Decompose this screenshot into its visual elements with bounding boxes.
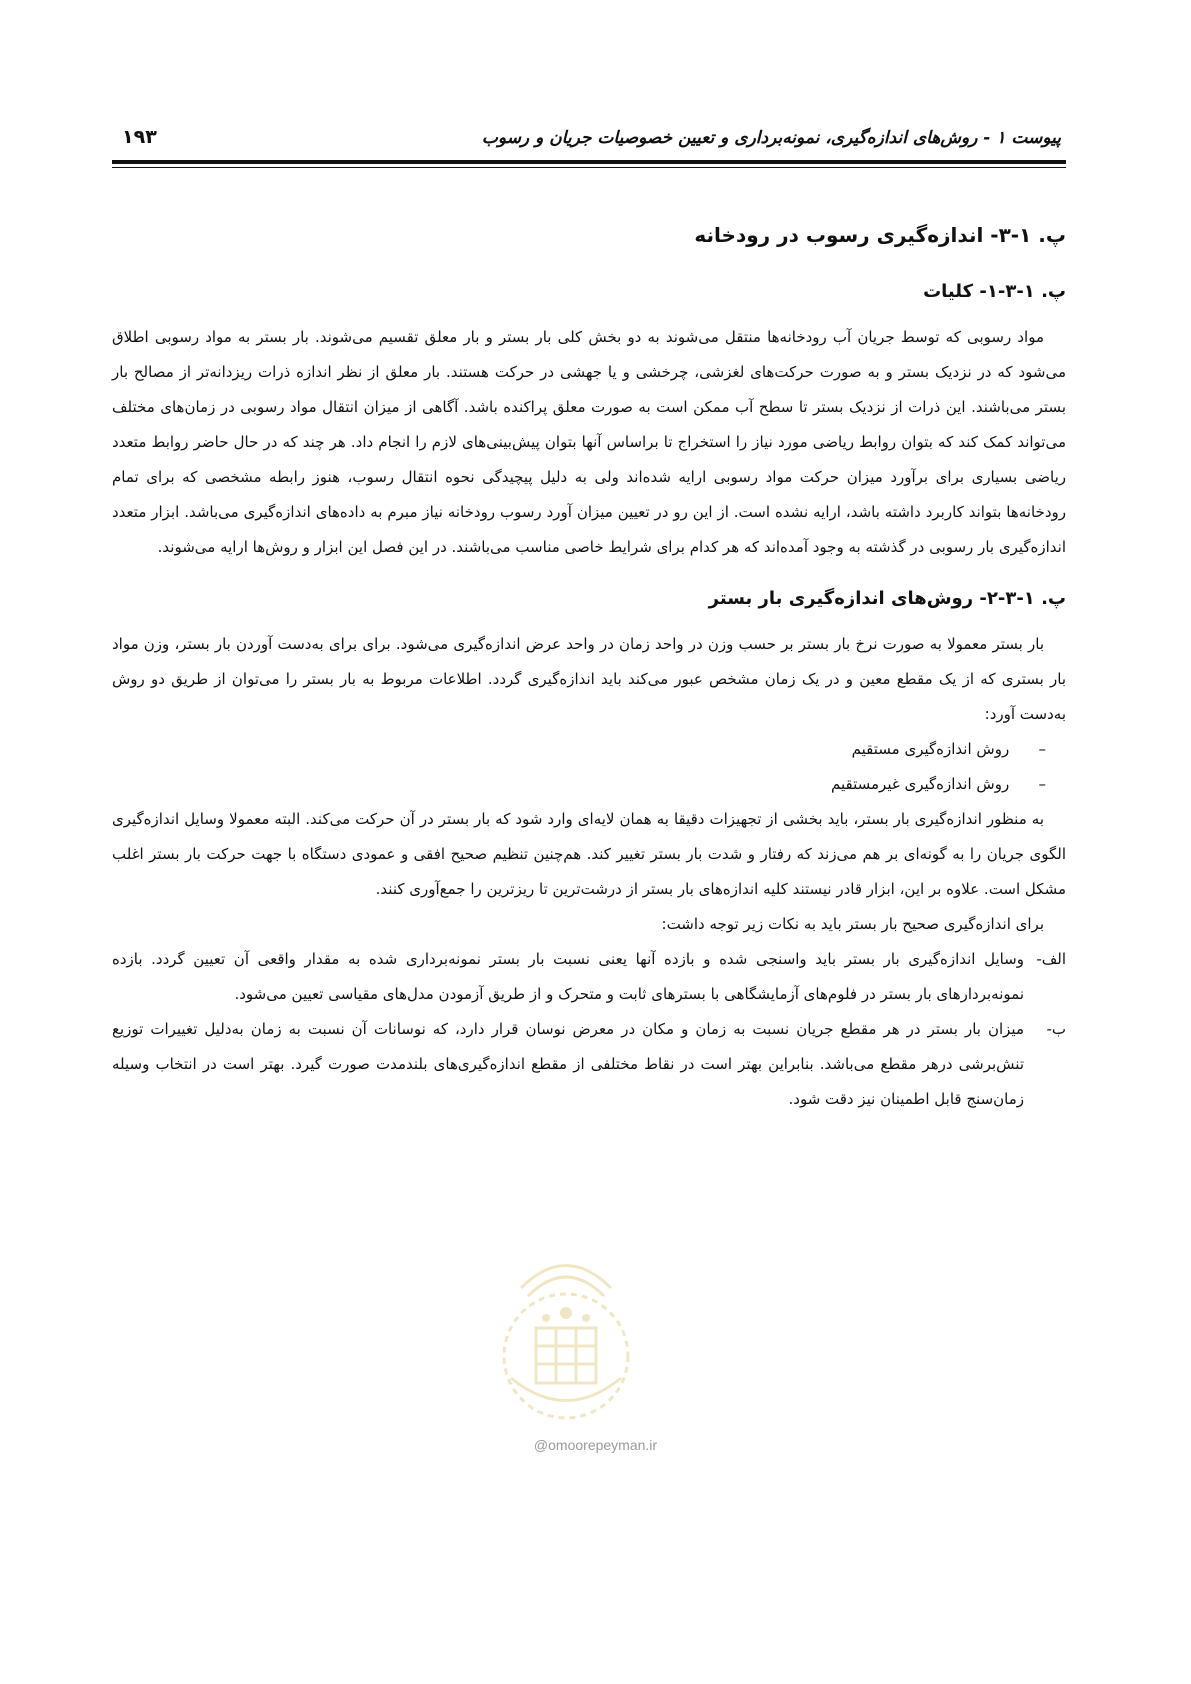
header-rule-thin — [112, 167, 1066, 168]
methods-list — [112, 732, 1066, 802]
page-number: ۱۹۳ — [122, 126, 157, 148]
notes-intro: برای اندازه‌گیری صحیح بار بستر باید به نکات زیر توجه داشت: — [661, 915, 1044, 933]
list-item-text: روش اندازه‌گیری غیرمستقیم — [831, 775, 1010, 793]
subsection-heading-general: پ. ۱-۳-۱- کلیات — [923, 281, 1066, 302]
bedload-measurement-paragraph: به منظور اندازه‌گیری بار بستر، باید بخشی از تجهیزات دقیقا به همان لایه‌ای وارد شود که بار بستر در آن حرکت می‌کند. البته معمولا وسایل اندازه‌گیری الگوی جریان را به گونه‌ای بر هم می‌زند که رفتار و شدت بار بستر تغییر کند. هم‌چنین تنظیم صحیح افقی و عمودی دستگاه با جهت حرکت بار بستر اغلب مشکل است. علاوه بر این، ابزار قادر نیستند کلیه اندازه‌های بار بستر از درشت‌ترین تا ریزترین را جمع‌آوری کنند. — [112, 810, 1066, 898]
bedload-intro-paragraph: بار بستر معمولا به صورت نرخ بار بستر بر حسب وزن در واحد زمان در واحد عرض اندازه‌گیری می‌شود. برای برای به‌دست آوردن بار بستر، وزن مواد بار بستری که از یک مقطع معین و در یک زمان مشخص عبور می‌کند باید اندازه‌گیری گردد. اطلاعات مربوط به بار بستر را می‌توان از طریق دو روش به‌دست آورد: — [112, 635, 1066, 723]
list-item — [112, 732, 1046, 767]
list-item — [112, 942, 1066, 1012]
list-label: الف- — [1036, 950, 1066, 968]
section-heading: پ. ۱-۳- اندازه‌گیری رسوب در رودخانه — [694, 223, 1066, 247]
notes-list — [112, 942, 1066, 1117]
list-label: ب- — [1046, 1020, 1066, 1038]
list-item-text: وسایل اندازه‌گیری بار بستر باید واسنجی شده و بازده آنها یعنی نسبت بار بستر نمونه‌برداری شده به مقدار واقعی آن تعیین گردد. بازده نمونه‌بردارهای بار بستر در فلوم‌های آزمایشگاهی با بسترهای ثابت و متحرک و از طریق آزمودن مدل‌های مقیاسی تعیین می‌شود. — [112, 950, 1024, 1003]
omoorepeyman-seal-icon — [466, 1228, 666, 1428]
list-item — [112, 767, 1046, 802]
list-marker: – — [1038, 740, 1046, 758]
list-item-text: میزان بار بستر در هر مقطع جریان نسبت به زمان و مکان در معرض نوسان قرار دارد، که نوسانات آن نسبت به زمان به‌دلیل تغییرات توزیع تنش‌برشی درهر مقطع می‌باشد. بنابراین بهتر است در نقاط مختلفی از مقطع اندازه‌گیری‌های بلندمدت صورت گیرد. بهتر است در انتخاب وسیله زمان‌سنج قابل اطمینان نیز دقت شود. — [112, 1020, 1024, 1108]
subsection-heading-bedload-methods: پ. ۱-۳-۲- روش‌های اندازه‌گیری بار بستر — [708, 588, 1066, 609]
list-item-text: روش اندازه‌گیری مستقیم — [851, 740, 1010, 758]
running-header-title: پیوست ۱ - روش‌های اندازه‌گیری، نمونه‌برداری و تعیین خصوصیات جریان و رسوب — [481, 128, 1061, 148]
list-marker: – — [1038, 775, 1046, 793]
page-body — [112, 190, 1066, 1117]
watermark-site: @omoorepeyman.ir — [533, 1437, 658, 1453]
general-paragraph: مواد رسوبی که توسط جریان آب رودخانه‌ها منتقل می‌شوند به دو بخش کلی بار بستر و بار معلق تقسیم می‌شوند. بار بستر به مواد رسوبی اطلاق می‌شود که در نزدیک بستر و به صورت حرکت‌های لغزشی، چرخشی و یا جهشی در حرکت هستند. بار معلق از نظر اندازه ذرات ریزدانه‌تر از مصالح بار بستر می‌باشند. این ذرات از نزدیک بستر تا سطح آب ممکن است به صورت معلق پراکنده باشد. آگاهی از میزان انتقال مواد رسوبی در زمان‌های مختلف می‌تواند کمک کند که بتوان روابط ریاضی مورد نیاز را استخراج تا براساس آنها بتوان پیش‌بینی‌های لازم را انجام داد. هر چند که در حال حاضر روابط متعدد ریاضی بسیاری برای برآورد میزان حرکت مواد رسوبی ارایه شده‌اند ولی به دلیل پیچیدگی نحوه انتقال رسوب، هنوز رابطه مشخصی که برای تمام رودخانه‌ها بتواند کاربرد داشته باشد، ارایه نشده است. از این رو در تعیین میزان آورد رسوب رودخانه نیاز مبرم به داده‌های اندازه‌گیری می‌باشد. ابزار متعدد اندازه‌گیری بار رسوبی در گذشته به وجود آمده‌اند که هر کدام برای شرایط خاصی مناسب می‌باشند. در این فصل این ابزار و روش‌ها ارایه می‌شوند. — [112, 328, 1066, 556]
list-item — [112, 1012, 1066, 1117]
header-rule-thick — [112, 160, 1066, 164]
